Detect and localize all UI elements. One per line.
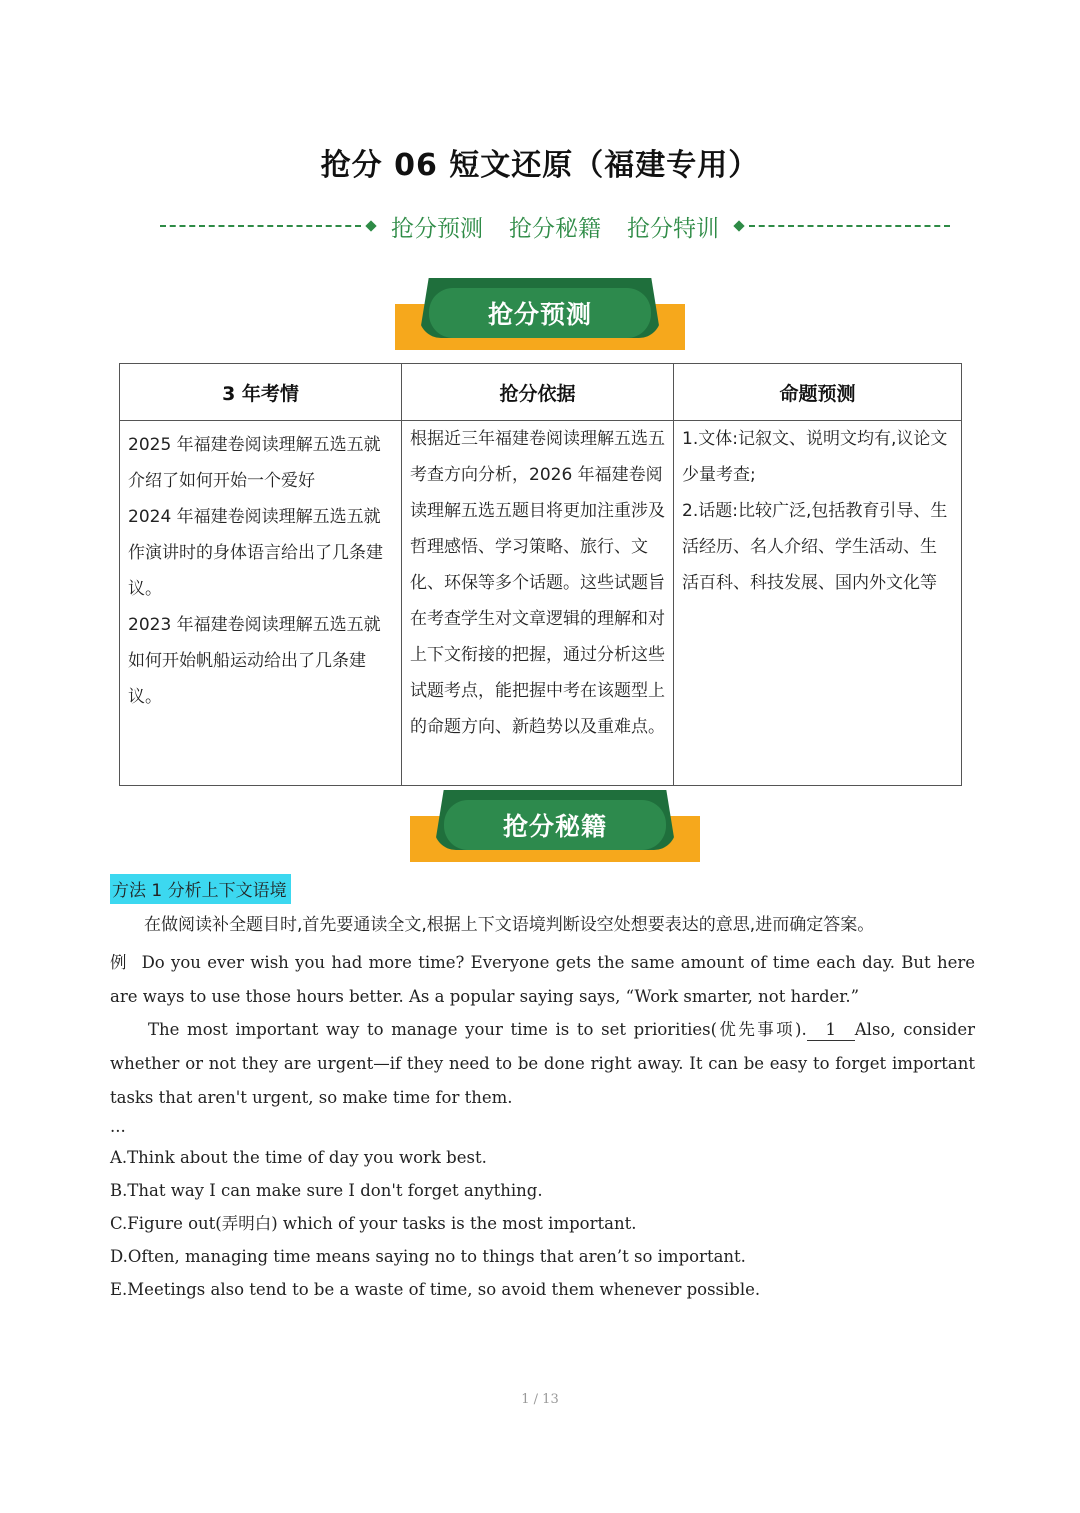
option-item: E.Meetings also tend to be a waste of time, so avoid them whenever possible. <box>110 1280 761 1299</box>
example-tag: 例 <box>110 953 128 972</box>
exam-info-table <box>119 363 962 786</box>
para2-before: The most important way to manage your time is to set priorities(优先事项). <box>148 1020 807 1039</box>
option-item: B.That way I can make sure I don't forget anything. <box>110 1181 543 1200</box>
history-item: 2025 年福建卷阅读理解五选五就介绍了如何开始一个爱好 <box>128 435 381 491</box>
table-cell-forecast <box>674 421 962 786</box>
diamond-icon <box>733 220 744 231</box>
diamond-icon <box>365 220 376 231</box>
ellipsis: ... <box>110 1117 126 1136</box>
example-text: Do you ever wish you had more time? Everyone gets the same amount of time each day. But here are ways to use those hours better. As a popular saying says, “Work smarter, not harder.” <box>110 953 975 1006</box>
page-number: 1 / 13 <box>521 1392 559 1407</box>
banner-pill <box>429 288 651 338</box>
nav-divider-left <box>160 225 361 227</box>
section-banner-prediction <box>395 278 685 350</box>
forecast-item: 1.文体:记叙文、说明文均有,议论文少量考查; <box>682 429 948 485</box>
method-intro: 在做阅读补全题目时,首先要通读全文,根据上下文语境判断设空处想要表达的意思,进而确定答案。 <box>144 915 875 935</box>
banner-label: 抢分秘籍 <box>502 812 607 841</box>
history-item: 2024 年福建卷阅读理解五选五就作演讲时的身体语言给出了几条建议。 <box>128 507 383 599</box>
answer-blank: 1 <box>807 1020 855 1041</box>
history-item: 2023 年福建卷阅读理解五选五就如何开始帆船运动给出了几条建议。 <box>128 615 381 707</box>
forecast-item: 2.话题:比较广泛,包括教育引导、生活经历、名人介绍、学生活动、生活百科、科技发展、国内外文化等 <box>682 501 948 593</box>
example-paragraph-2 <box>110 1013 975 1115</box>
nav-item-prediction[interactable]: 抢分预测 <box>391 215 483 242</box>
banner-label: 抢分预测 <box>487 300 592 329</box>
nav-divider-right <box>749 225 950 227</box>
example-paragraph <box>110 946 975 1014</box>
table-header-forecast: 命题预测 <box>674 364 962 421</box>
section-banner-secrets <box>410 790 700 862</box>
banner-pill <box>444 800 666 850</box>
nav-links <box>381 210 729 243</box>
page-title: 抢分 06 短文还原（福建专用） <box>320 148 760 183</box>
table-header-history: 3 年考情 <box>120 364 402 421</box>
option-item: A.Think about the time of day you work best. <box>110 1148 487 1167</box>
option-item: D.Often, managing time means saying no to things that aren’t so important. <box>110 1247 746 1266</box>
nav-item-secrets[interactable]: 抢分秘籍 <box>509 215 601 242</box>
table-cell-basis <box>402 421 674 786</box>
para2-after: Also, consider whether or not they are urgent—if they need to be done right away. It can be easy to forget important tasks that aren't urgent, so make time for them. <box>110 1020 975 1107</box>
method-label: 方法 1 分析上下文语境 <box>110 874 291 904</box>
basis-text: 根据近三年福建卷阅读理解五选五考查方向分析，2026 年福建卷阅读理解五选五题目将更加注重涉及哲理感悟、学习策略、旅行、文化、环保等多个话题。这些试题旨在考查学生对文章逻辑的理解和对上下文衔接的把握，通过分析这些试题考点，能把握中考在该题型上的命题方向、新趋势以及重难点。 <box>410 429 665 737</box>
table-cell-history <box>120 421 402 786</box>
table-row <box>120 421 962 786</box>
options-list <box>110 1146 975 1311</box>
table-header-basis: 抢分依据 <box>402 364 674 421</box>
nav-item-training[interactable]: 抢分特训 <box>627 215 719 242</box>
option-item: C.Figure out(弄明白) which of your tasks is the most important. <box>110 1214 637 1233</box>
section-nav <box>160 204 950 248</box>
